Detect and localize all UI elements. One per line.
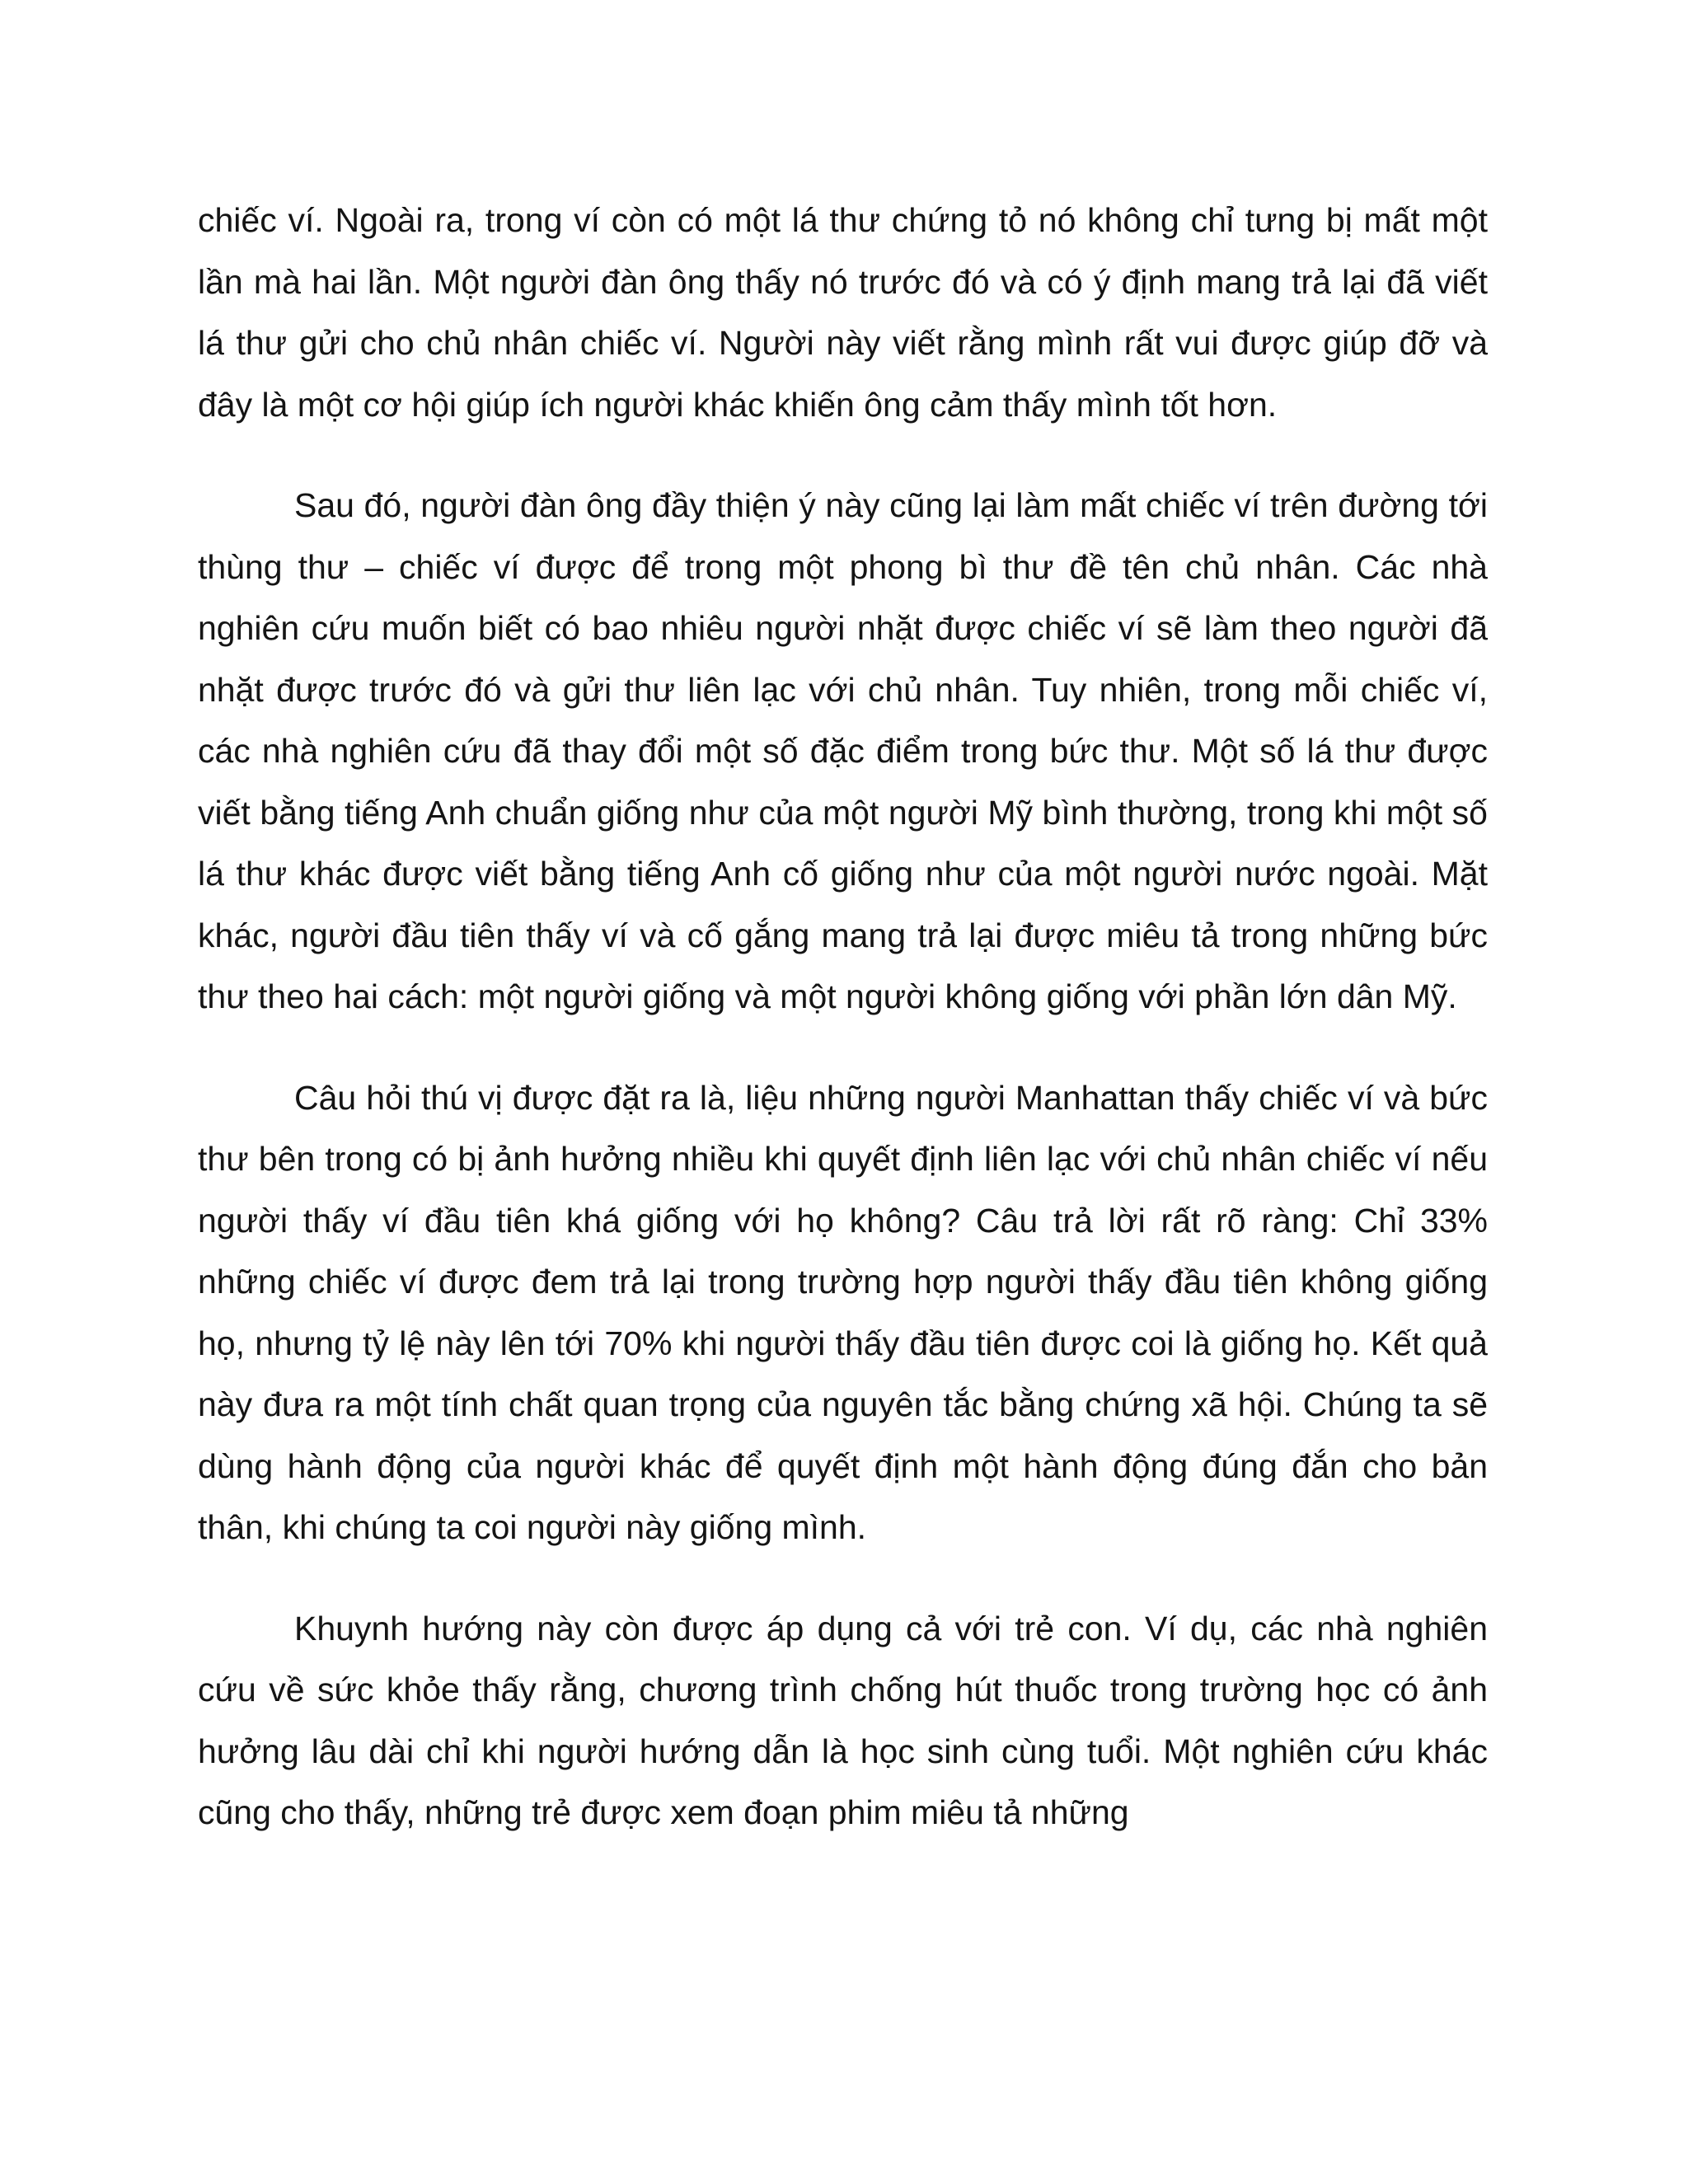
paragraph-2: Sau đó, người đàn ông đầy thiện ý này cũng lại làm mất chiếc ví trên đường tới thùng thư – chiếc ví được để trong một phong bì thư đề tên chủ nhân. Các nhà nghiên cứu muốn biết có bao nhiêu người nhặt được chiếc ví sẽ làm theo người đã nhặt được trước đó và gửi thư liên lạc với chủ nhân. Tuy nhiên, trong mỗi chiếc ví, các nhà nghiên cứu đã thay đổi một số đặc điểm trong bức thư. Một số lá thư được viết bằng tiếng Anh chuẩn giống như của một người Mỹ bình thường, trong khi một số lá thư khác được viết bằng tiếng Anh cố giống như của một người nước ngoài. Mặt khác, người đầu tiên thấy ví và cố gắng mang trả lại được miêu tả trong những bức thư theo hai cách: một người giống và một người không giống với phần lớn dân Mỹ. bbox=[198, 486, 1488, 1015]
paragraph-3: Câu hỏi thú vị được đặt ra là, liệu những người Manhattan thấy chiếc ví và bức thư bên trong có bị ảnh hưởng nhiều khi quyết định liên lạc với chủ nhân chiếc ví nếu người thấy ví đầu tiên khá giống với họ không? Câu trả lời rất rõ ràng: Chỉ 33% những chiếc ví được đem trả lại trong trường hợp người thấy đầu tiên không giống họ, nhưng tỷ lệ này lên tới 70% khi người thấy đầu tiên được coi là giống họ. Kết quả này đưa ra một tính chất quan trọng của nguyên tắc bằng chứng xã hội. Chúng ta sẽ dùng hành động của người khác để quyết định một hành động đúng đắn cho bản thân, khi chúng ta coi người này giống mình. bbox=[198, 1078, 1488, 1546]
document-page bbox=[198, 190, 1488, 1844]
paragraph-4: Khuynh hướng này còn được áp dụng cả với trẻ con. Ví dụ, các nhà nghiên cứu về sức khỏe thấy rằng, chương trình chống hút thuốc trong trường học có ảnh hưởng lâu dài chỉ khi người hướng dẫn là học sinh cùng tuổi. Một nghiên cứu khác cũng cho thấy, những trẻ được xem đoạn phim miêu tả những bbox=[198, 1609, 1488, 1831]
paragraph-1: chiếc ví. Ngoài ra, trong ví còn có một lá thư chứng tỏ nó không chỉ tưng bị mất một lần mà hai lần. Một người đàn ông thấy nó trước đó và có ý định mang trả lại đã viết lá thư gửi cho chủ nhân chiếc ví. Người này viết rằng mình rất vui được giúp đỡ và đây là một cơ hội giúp ích người khác khiến ông cảm thấy mình tốt hơn. bbox=[198, 201, 1488, 424]
